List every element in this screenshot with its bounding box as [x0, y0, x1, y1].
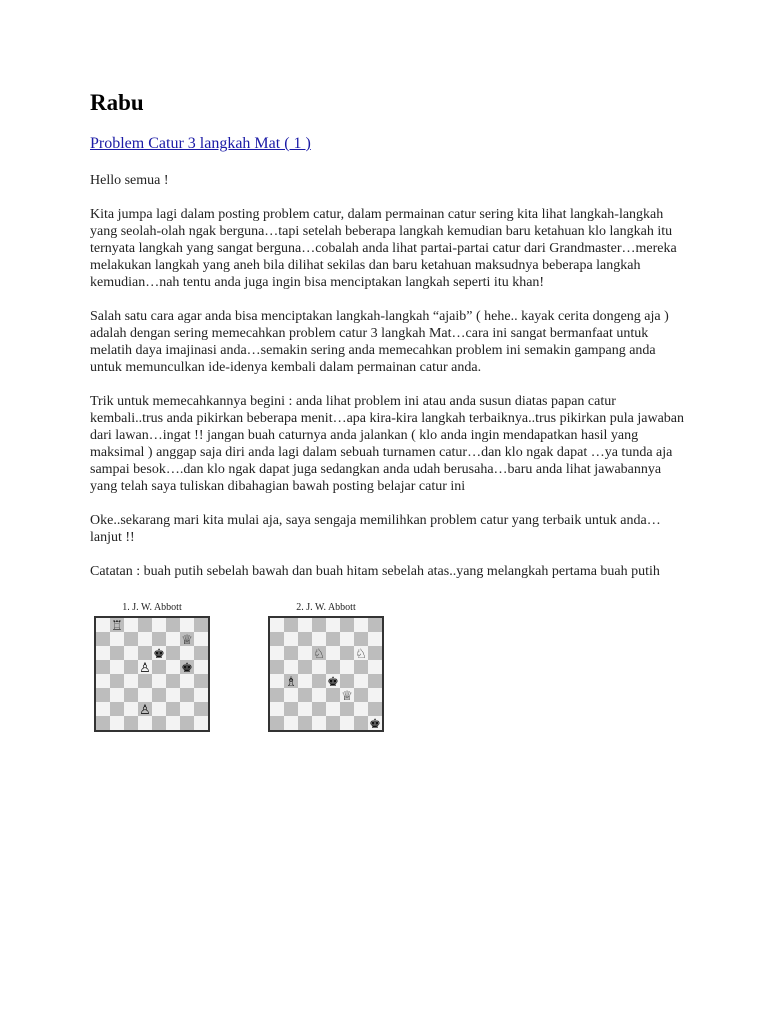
board-square [180, 716, 194, 730]
board-square [194, 688, 208, 702]
board-square [194, 632, 208, 646]
board-square [194, 716, 208, 730]
board-square [270, 674, 284, 688]
board-square [326, 716, 340, 730]
board-square [354, 688, 368, 702]
board-square [138, 632, 152, 646]
board-square [270, 632, 284, 646]
board-square [180, 646, 194, 660]
board-square [166, 618, 180, 632]
board-square [124, 702, 138, 716]
board-square [298, 674, 312, 688]
paragraph-start: Oke..sekarang mari kita mulai aja, saya sengaja memilihkan problem catur yang terbaik untuk anda…lanjut !! [90, 513, 661, 545]
paragraph-intro: Kita jumpa lagi dalam posting problem catur, dalam permainan catur sering kita lihat langkah-langkah yang seolah-olah ngak berguna…tapi setelah beberapa langkah kemudian baru ketahuan klo langkah itu ternyata langkah yang sangat berguna…cobalah anda lihat partai-partai catur dari Grandmaster…mereka melakukan langkah yang aneh bila dilihat sekilas dan baru ketahuan maksudnya beberapa langkah kemudian…nah tentu anda juga ingin bisa menciptakan langkah seperti itu khan! [90, 207, 677, 290]
board-square [270, 646, 284, 660]
chess-piece: ♙ [139, 661, 151, 676]
board-square [354, 660, 368, 674]
chess-piece: ♚ [153, 647, 165, 662]
board-square [166, 660, 180, 674]
board-square [138, 674, 152, 688]
board-square [110, 674, 124, 688]
board-square [270, 716, 284, 730]
board-square [96, 660, 110, 674]
board-square [340, 632, 354, 646]
board-square [340, 674, 354, 688]
chess-piece: ♘ [313, 647, 325, 662]
board-square [110, 646, 124, 660]
board-square [124, 716, 138, 730]
board-square [152, 716, 166, 730]
board-square [138, 716, 152, 730]
paragraph-note: Catatan : buah putih sebelah bawah dan buah hitam sebelah atas..yang melangkah pertama buah putih [90, 564, 660, 579]
board-square [326, 646, 340, 660]
board-square [354, 702, 368, 716]
board-square [194, 646, 208, 660]
chess-piece: ♚ [327, 675, 339, 690]
board-square [166, 632, 180, 646]
board-square [96, 688, 110, 702]
board-square [110, 716, 124, 730]
board-square [368, 632, 382, 646]
page-heading: Rabu [90, 90, 144, 115]
board-square [354, 618, 368, 632]
board-square [298, 660, 312, 674]
board-square [312, 702, 326, 716]
paragraph-tips: Trik untuk memecahkannya begini : anda lihat problem ini atau anda susun diatas papan catur kembali..trus anda pikirkan beberapa menit…apa kira-kira langkah terbaiknya..trus pikirkan pula jawaban dari lawan…ingat !! jangan buah caturnya anda jalankan ( klo anda ingin mendapatkan hasil yang maksimal ) anggap saja diri anda lagi dalam sebuah turnamen catur…dan klo ngak dapat …ya tunda aja sampai besok….dan klo ngak dapat juga sedangkan anda udah berusaha…baru anda lihat jawabannya yang telah saya tuliskan dibahagian bawah posting belajar catur ini [90, 394, 685, 494]
board-square [326, 618, 340, 632]
board-square [312, 660, 326, 674]
board-square [284, 716, 298, 730]
chessboard-grid [270, 618, 382, 730]
chess-piece: ♕ [341, 689, 353, 704]
board-square [312, 674, 326, 688]
board-square [124, 660, 138, 674]
board-square [138, 618, 152, 632]
board-square [284, 660, 298, 674]
board-square [166, 702, 180, 716]
board-square [124, 646, 138, 660]
chess-diagram-1 [94, 602, 210, 732]
board-square [194, 702, 208, 716]
board-square [152, 618, 166, 632]
board-square [180, 702, 194, 716]
board-square [166, 646, 180, 660]
board-square [110, 632, 124, 646]
board-square [298, 646, 312, 660]
board-square [340, 716, 354, 730]
board-square [326, 688, 340, 702]
board-square [270, 688, 284, 702]
board-square [124, 618, 138, 632]
paragraph-method: Salah satu cara agar anda bisa menciptakan langkah-langkah “ajaib” ( hehe.. kayak cerita dongeng aja ) adalah dengan sering memecahkan problem catur 3 langkah Mat…cara ini sangat bermanfaat untuk melatih daya imajinasi anda…semakin sering anda memecahkan problem ini semakin gampang anda untuk memunculkan ide-idenya kembali dalam permainan catur anda. [90, 309, 669, 375]
chess-piece: ♚ [369, 717, 381, 730]
post-content [90, 88, 690, 752]
paragraph-greeting: Hello semua ! [90, 173, 169, 188]
diagram-caption: 1. J. W. Abbott [122, 602, 182, 613]
chess-piece: ♙ [139, 703, 151, 718]
board-square [110, 702, 124, 716]
board-square [312, 688, 326, 702]
board-square [166, 716, 180, 730]
board-square [96, 702, 110, 716]
board-square [180, 618, 194, 632]
board-square [284, 632, 298, 646]
chess-piece: ♚ [181, 661, 193, 676]
board-square [368, 646, 382, 660]
board-square [96, 618, 110, 632]
board-square [110, 660, 124, 674]
board-square [284, 646, 298, 660]
board-square [354, 674, 368, 688]
board-square [340, 702, 354, 716]
chess-piece: ♖ [111, 619, 123, 634]
board-square [298, 716, 312, 730]
board-square [124, 688, 138, 702]
board-square [138, 688, 152, 702]
post-title-link[interactable]: Problem Catur 3 langkah Mat ( 1 ) [90, 135, 311, 152]
board-square [326, 660, 340, 674]
board-square [312, 618, 326, 632]
board-square [298, 632, 312, 646]
board-square [96, 632, 110, 646]
board-square [166, 688, 180, 702]
board-square [96, 646, 110, 660]
chess-piece: ♗ [285, 675, 297, 690]
board-square [368, 702, 382, 716]
board-square [340, 660, 354, 674]
board-square [284, 702, 298, 716]
board-square [152, 688, 166, 702]
diagram-caption: 2. J. W. Abbott [296, 602, 356, 613]
board-square [194, 618, 208, 632]
board-square [124, 674, 138, 688]
board-square [124, 632, 138, 646]
board-square [284, 618, 298, 632]
board-square [166, 674, 180, 688]
board-square [298, 688, 312, 702]
chess-piece: ♘ [355, 647, 367, 662]
chess-diagram-2 [268, 602, 384, 732]
board-square [110, 688, 124, 702]
board-square [298, 618, 312, 632]
board-square [194, 674, 208, 688]
board-square [368, 688, 382, 702]
chessboard-grid [96, 618, 208, 730]
board-square [180, 674, 194, 688]
board-square [96, 716, 110, 730]
board-square [180, 688, 194, 702]
board-square [354, 716, 368, 730]
board-square [96, 674, 110, 688]
board-square [368, 674, 382, 688]
board-square [326, 702, 340, 716]
board-square [152, 660, 166, 674]
board-square [340, 618, 354, 632]
board-square [312, 632, 326, 646]
board-square [270, 618, 284, 632]
board-square [298, 702, 312, 716]
board-square [152, 632, 166, 646]
chess-piece: ♕ [181, 633, 193, 648]
board-square [368, 618, 382, 632]
board-square [138, 646, 152, 660]
board-square [270, 702, 284, 716]
chessboard [94, 616, 210, 732]
board-square [152, 674, 166, 688]
board-square [326, 632, 340, 646]
chess-diagrams [90, 602, 690, 752]
board-square [312, 716, 326, 730]
board-square [368, 660, 382, 674]
board-square [194, 660, 208, 674]
chessboard [268, 616, 384, 732]
board-square [152, 702, 166, 716]
board-square [354, 632, 368, 646]
board-square [284, 688, 298, 702]
board-square [270, 660, 284, 674]
board-square [340, 646, 354, 660]
